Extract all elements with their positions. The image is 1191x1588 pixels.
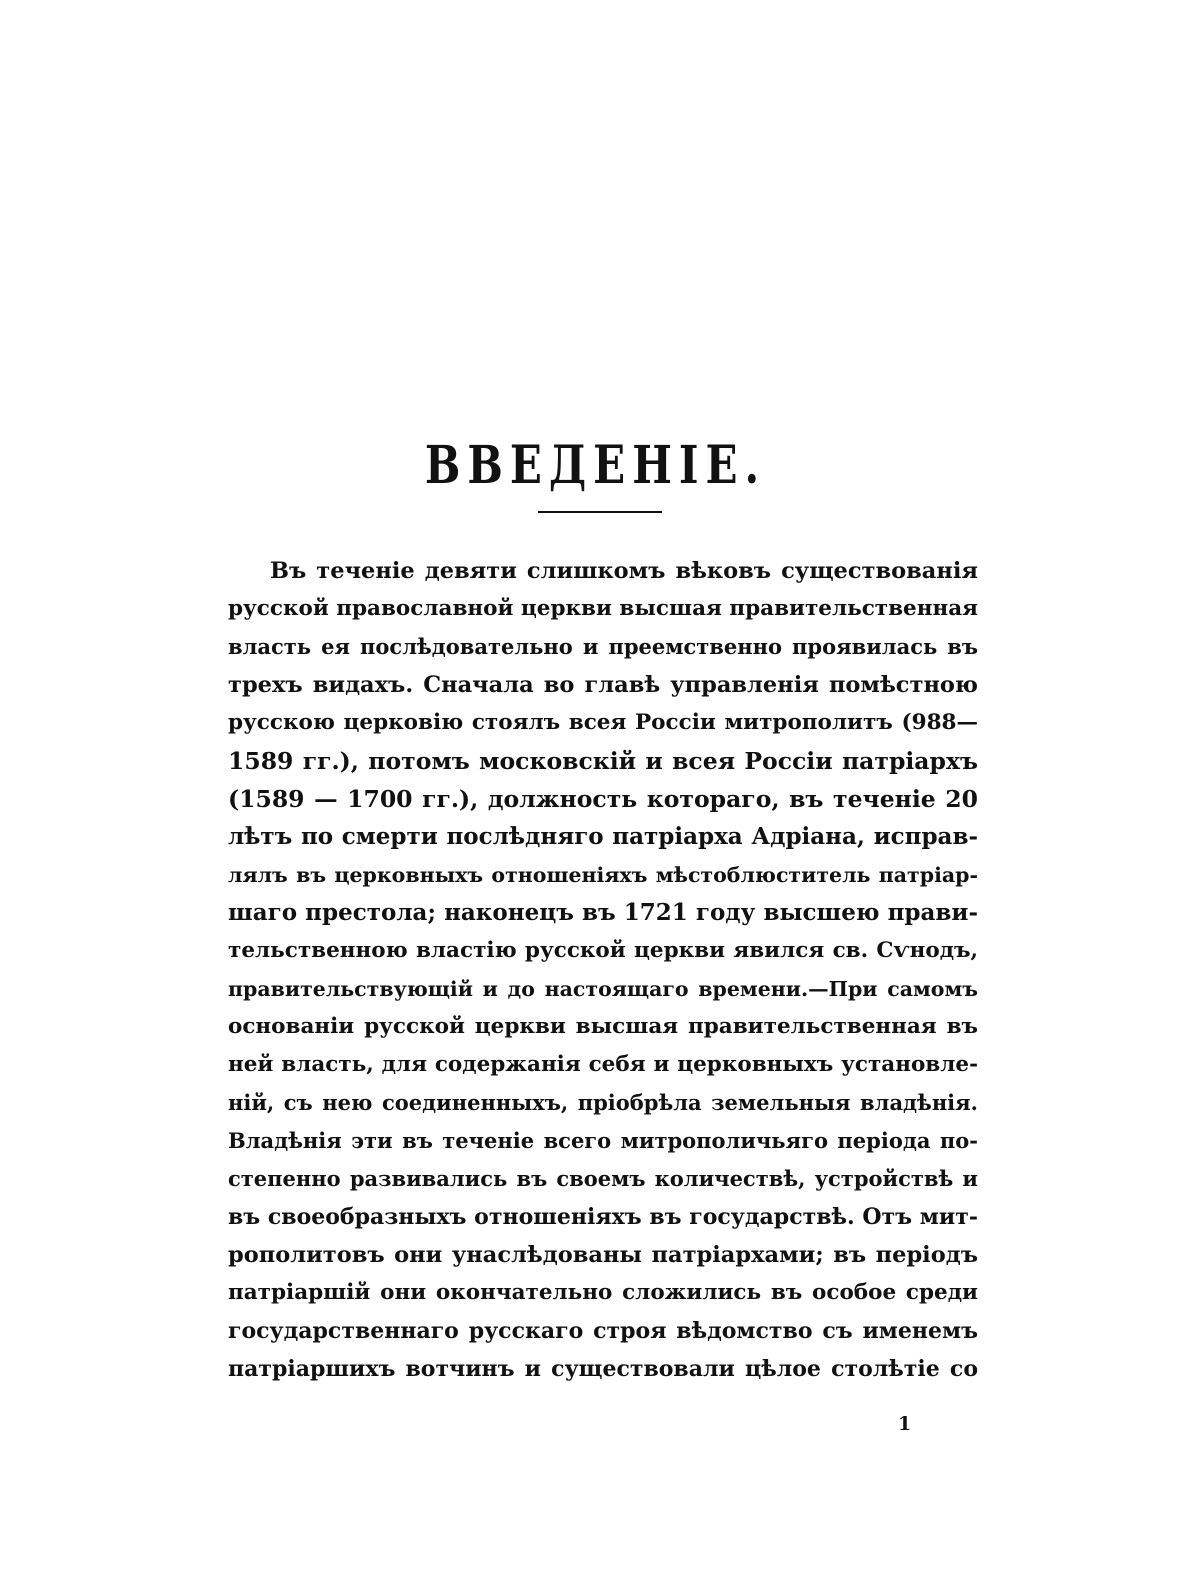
page-number: 1 xyxy=(898,1413,912,1435)
chapter-title: ВВЕДЕНІЕ. xyxy=(424,434,767,496)
text-line: тельственною властію русской церкви явился св. Сѵнодъ, xyxy=(228,938,978,963)
text-line: ній, съ нею соединенныхъ, пріобрѣла земельныя владѣнія. xyxy=(228,1090,978,1115)
text-line: русской православной церкви высшая правительственная xyxy=(228,596,978,621)
text-line: Въ теченіе девяти слишкомъ вѣковъ существованія xyxy=(270,558,978,584)
text-line: лѣтъ по смерти послѣдняго патріарха Адріана, исправ- xyxy=(228,823,978,850)
text-line: государственнаго русскаго строя вѣдомство съ именемъ xyxy=(228,1318,978,1344)
title-rule xyxy=(538,511,662,513)
text-line: правительствующій и до настоящаго времени.—При самомъ xyxy=(228,977,978,1001)
text-line: основаніи русской церкви высшая правительственная въ xyxy=(228,1014,978,1039)
text-line: рополитовъ они унаслѣдованы патріархами; въ періодъ xyxy=(228,1242,978,1268)
text-line: патріаршихъ вотчинъ и существовали цѣлое столѣтіе со xyxy=(228,1356,978,1382)
text-line: 1589 гг.), потомъ московскій и всея Россіи патріархъ xyxy=(228,747,978,775)
text-line: лялъ въ церковныхъ отношеніяхъ мѣстоблюститель патріар- xyxy=(228,863,978,887)
text-line: Владѣнія эти въ теченіе всего митрополичьяго періода по- xyxy=(228,1128,978,1153)
text-line: русскою церковію стоялъ всея Россіи митрополитъ (988— xyxy=(228,710,978,735)
text-line: въ своеобразныхъ отношеніяхъ въ государствѣ. Отъ мит- xyxy=(228,1204,978,1230)
text-line: власть ея послѣдовательно и преемственно проявилась въ xyxy=(228,634,978,659)
text-line: (1589 — 1700 гг.), должность котораго, въ теченіе 20 xyxy=(228,785,978,813)
text-line: трехъ видахъ. Сначала во главѣ управленія помѣстною xyxy=(228,672,978,698)
body-paragraph xyxy=(228,552,978,1388)
text-line: шаго престола; наконецъ въ 1721 году высшею прави- xyxy=(228,899,978,926)
text-line: ней власть, для содержанія себя и церковныхъ установле- xyxy=(228,1052,978,1077)
text-line: степенно развивались въ своемъ количествѣ, устройствѣ и xyxy=(228,1166,978,1191)
text-line: патріаршій они окончательно сложились въ особое среди xyxy=(228,1280,978,1305)
